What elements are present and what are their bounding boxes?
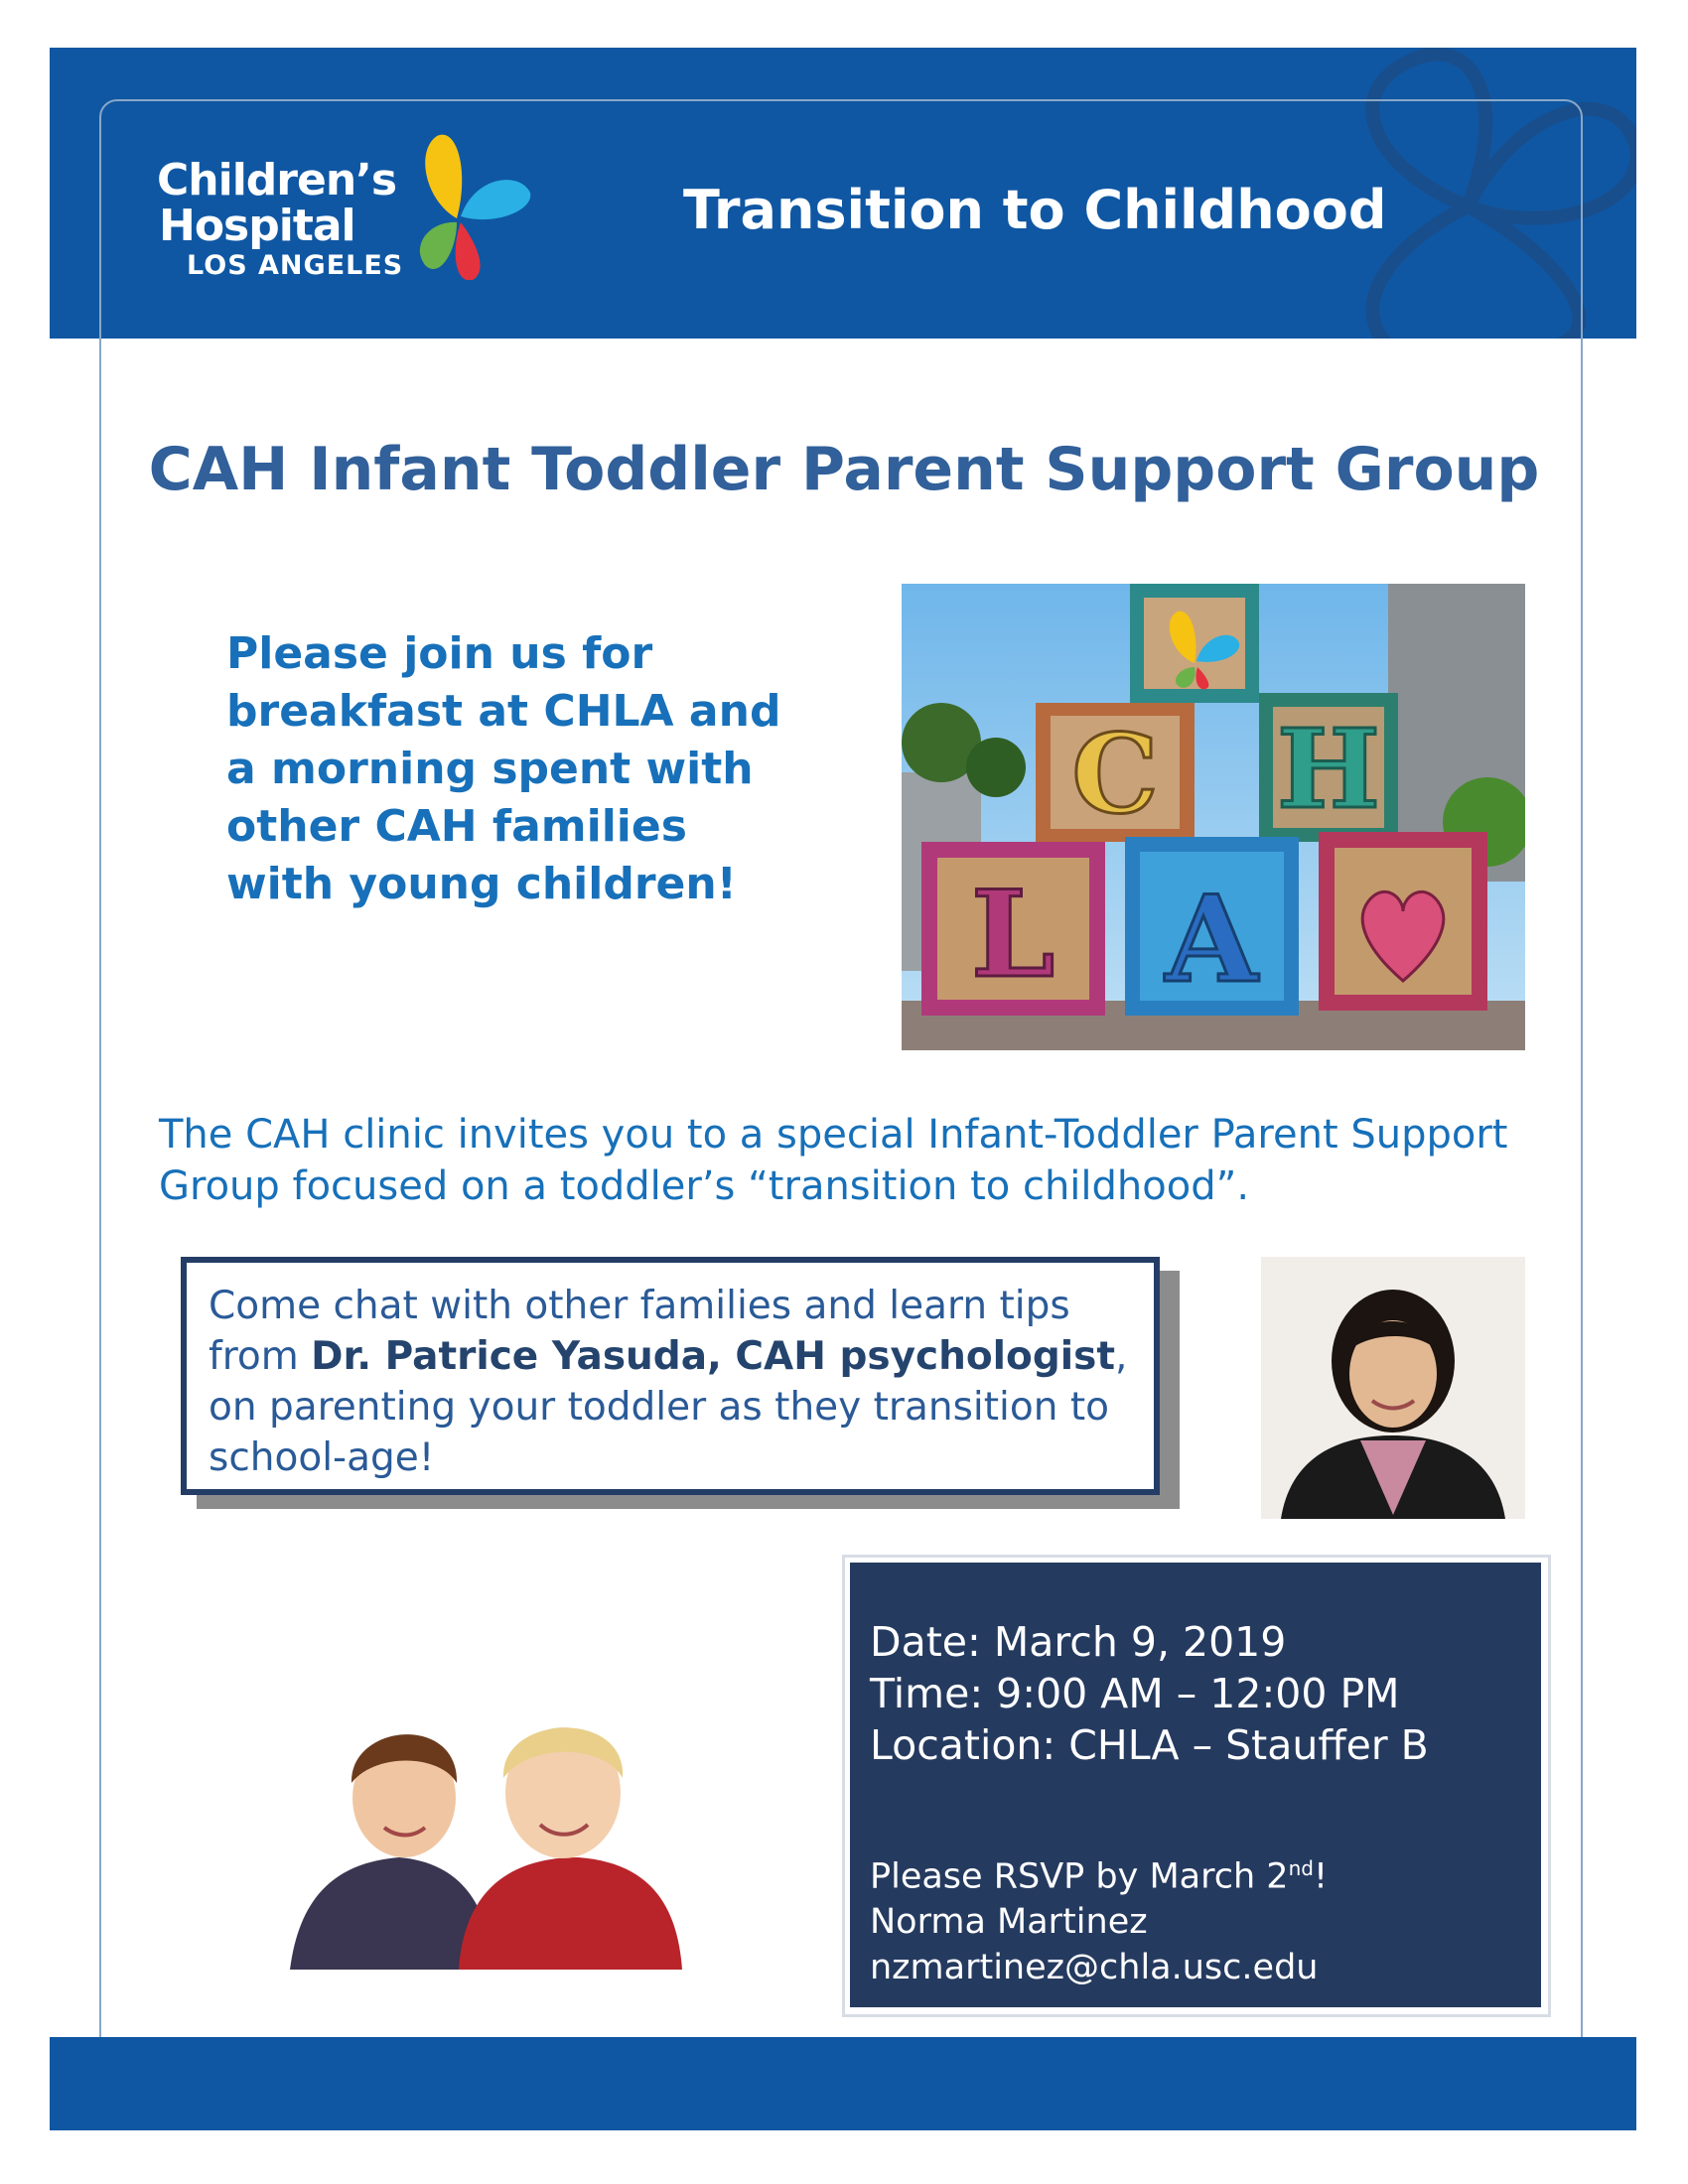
event-details-box (850, 1563, 1541, 2007)
chat-line: on parenting your toddler as they transition to (209, 1385, 1109, 1430)
intro-paragraph (159, 1109, 1549, 1212)
logo-text-los-angeles: LOS ANGELES (187, 250, 404, 281)
header-title: Transition to Childhood (683, 179, 1387, 241)
event-time: Time: 9:00 AM – 12:00 PM (870, 1670, 1400, 1717)
chla-blocks-photo (902, 584, 1525, 1050)
contact-email[interactable]: nzmartinez@chla.usc.edu (870, 1948, 1319, 1987)
invite-line: breakfast at CHLA and (226, 686, 781, 737)
doctor-photo (1261, 1257, 1525, 1519)
invite-line: Please join us for (226, 628, 653, 679)
invite-line: other CAH families (226, 801, 687, 852)
intro-line: The CAH clinic invites you to a special Infant-Toddler Parent Support (159, 1112, 1508, 1158)
chat-box (181, 1257, 1160, 1495)
speaker-name: Dr. Patrice Yasuda, CAH psychologist (311, 1334, 1115, 1379)
intro-line: Group focused on a toddler’s “transition to childhood”. (159, 1163, 1250, 1209)
contact-name: Norma Martinez (870, 1902, 1148, 1942)
logo-text-hospital: Hospital (159, 201, 355, 251)
chla-logo (157, 131, 534, 290)
invite-text (226, 625, 782, 913)
block-letter-h: H (1277, 705, 1380, 833)
logo-text-childrens: Children’s (157, 155, 397, 205)
footer-band (50, 2037, 1636, 2130)
chat-line: from Dr. Patrice Yasuda, CAH psychologist, (209, 1334, 1128, 1379)
invite-line: with young children! (226, 859, 737, 909)
chat-line: school-age! (209, 1435, 435, 1480)
event-date: Date: March 9, 2019 (870, 1618, 1287, 1666)
rsvp-deadline: Please RSVP by March 2nd! (870, 1856, 1328, 1897)
chat-line: Come chat with other families and learn tips (209, 1284, 1070, 1328)
event-location: Location: CHLA – Stauffer B (870, 1721, 1429, 1769)
page-title: CAH Infant Toddler Parent Support Group (148, 435, 1540, 504)
block-letter-c: C (1071, 710, 1159, 838)
invite-line: a morning spent with (226, 744, 754, 794)
children-photo (280, 1654, 719, 1970)
butterfly-logo-icon (395, 131, 534, 280)
block-letter-a: A (1165, 870, 1258, 1010)
block-letter-l: L (970, 865, 1055, 1005)
